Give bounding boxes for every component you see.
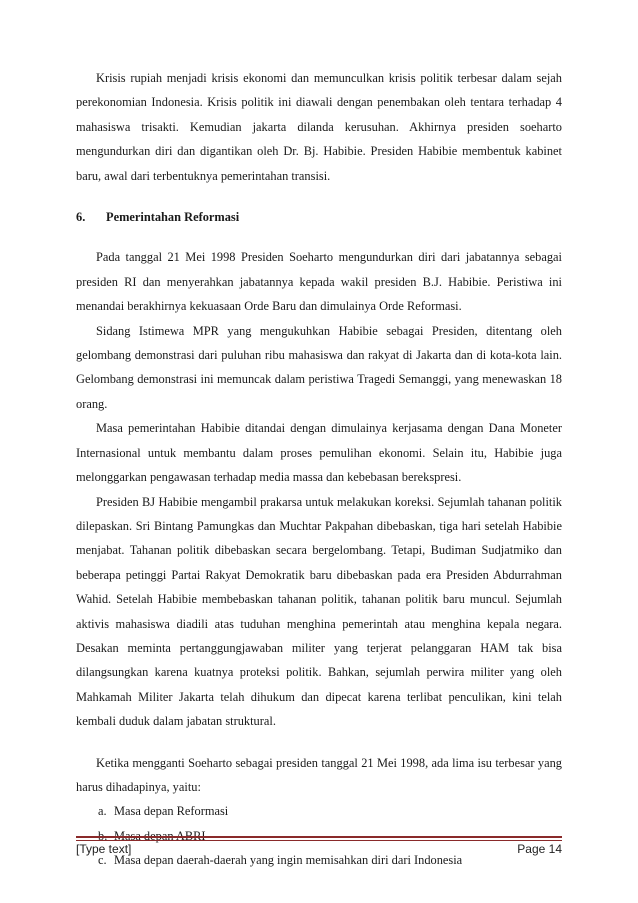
section-title: Pemerintahan Reformasi — [106, 210, 240, 225]
page-number: Page 14 — [517, 842, 562, 856]
list-marker: c. — [98, 853, 107, 868]
paragraph: Sidang Istimewa MPR yang mengukuhkan Habibie sebagai Presiden, ditentang oleh gelombang demonstrasi dari puluhan ribu mahasiswa dan rakyat di Jakarta dan di kota-kota lain. Gelombang demonstrasi ini memuncak dalam peristiwa Tragedi Semanggi, yang menewaskan 18 orang. — [76, 323, 562, 411]
list-item-text: Masa depan daerah-daerah yang ingin memisahkan diri dari Indonesia — [114, 853, 463, 868]
list-item — [76, 799, 562, 823]
footer-divider — [76, 836, 562, 838]
document-body — [76, 66, 562, 873]
list-item-text: Masa depan ABRI — [114, 828, 206, 843]
paragraph: Pada tanggal 21 Mei 1998 Presiden Soeharto mengundurkan diri dari jabatannya sebagai presiden RI dan menyerahkan jabatannya kepada wakil presiden B.J. Habibie. Peristiwa ini menandai berakhirnya kekuasaan Orde Baru dan dimulainya Orde Reformasi. — [76, 250, 562, 314]
intro-paragraph: Krisis rupiah menjadi krisis ekonomi dan memunculkan krisis politik terbesar dalam sejah perekonomian Indonesia. Krisis politik ini diawali dengan penembakan oleh tentara terhadap 4 mahasiswa trisakti. Kemudian jakarta dilanda kerusuhan. Akhirnya presiden soeharto mengundurkan diri dan digantikan oleh Dr. Bj. Habibie. Presiden Habibie membentuk kabinet baru, awal dari terbentuknya pemerintahan transisi. — [76, 71, 562, 183]
list-marker: b. — [98, 828, 108, 843]
section-number: 6. — [76, 210, 86, 225]
paragraph: Masa pemerintahan Habibie ditandai dengan dimulainya kerjasama dengan Dana Moneter Internasional untuk membantu dalam proses pemulihan ekonomi. Selain itu, Habibie juga melonggarkan pengawasan terhadap media massa dan kebebasan berekspresi. — [76, 421, 562, 485]
footer-left-text: [Type text] — [76, 842, 132, 856]
section-heading — [76, 205, 562, 229]
page-footer — [76, 842, 562, 856]
list-intro-paragraph: Ketika mengganti Soeharto sebagai presiden tanggal 21 Mei 1998, ada lima isu terbesar yang harus dihadapinya, yaitu: — [76, 755, 562, 794]
list-item-text: Masa depan Reformasi — [114, 804, 229, 819]
paragraph: Presiden BJ Habibie mengambil prakarsa untuk melakukan koreksi. Sejumlah tahanan politik dilepaskan. Sri Bintang Pamungkas dan Muchtar Pakpahan dibebaskan, tiga hari setelah Habibie menjabat. Tahanan politik dibebaskan secara bergelombang. Tetapi, Budiman Sudjatmiko dan beberapa petinggi Partai Rakyat Demokratik baru dibebaskan pada era Presiden Abdurrahman Wahid. Setelah Habibie membebaskan tahanan politik, tahanan politik baru muncul. Sejumlah aktivis mahasiswa diadili atas tuduhan menghina pemerintah atau menghina kepala negara. Desakan meminta pertanggungjawaban militer yang terjerat pelanggaran HAM tak bisa dilangsungkan karena kuatnya proteksi politik. Bahkan, sejumlah perwira militer yang oleh Mahkamah Militer Jakarta telah dihukum dan dipecat karena terlibat penculikan, kini telah kembali duduk dalam jabatan struktural. — [76, 494, 562, 729]
list-marker: a. — [98, 804, 107, 819]
